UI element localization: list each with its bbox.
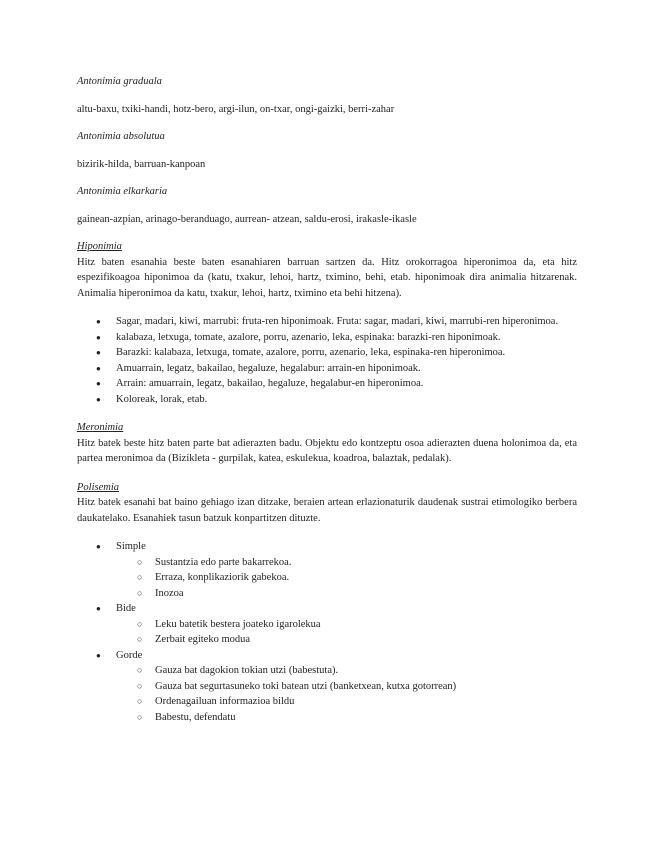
polisemia-word: Simple xyxy=(116,541,146,552)
list-item xyxy=(77,539,577,601)
antonimia-elkarkaria-title: Antonimia elkarkaria xyxy=(77,186,168,197)
sense-item: ○ Zerbait egiteko modua xyxy=(116,632,577,648)
hiponimia-list xyxy=(77,314,577,407)
sense-item: ○ Sustantzia edo parte bakarrekoa. xyxy=(116,555,577,571)
antonimia-elkarkaria-text: gainean-azpian, arinago-beranduago, aurrean- atzean, saldu-erosi, irakasle-ikasle xyxy=(77,213,417,225)
sense-list xyxy=(116,663,577,725)
sense-item: ○ Gauza bat segurtasuneko toki batean utzi (banketxean, kutxa gotorrean) xyxy=(116,679,577,695)
polisemia-list xyxy=(77,539,577,725)
sense-item: ○ Erraza, konplikaziorik gabekoa. xyxy=(116,570,577,586)
list-item: ● Sagar, madari, kiwi, marrubi: fruta-ren hiponimoak. Fruta: sagar, madari, kiwi, marrubi-ren hiperonimoa. xyxy=(77,314,577,330)
polisemia-paragraph: Hitz batek esanahi bat baino gehiago izan ditzake, beraien artean erlazionaturik daudenak sustrai etimologiko berbera daukatelako. Esanahiek tasun batzuk konpartitzen dituzte. xyxy=(77,497,577,524)
sense-item: ○ Inozoa xyxy=(116,586,577,602)
antonimia-graduala-title: Antonimia graduala xyxy=(77,76,162,87)
sense-item: ○ Ordenagailuan informazioa bildu xyxy=(116,694,577,710)
antonimia-graduala-text: altu-baxu, txiki-handi, hotz-bero, argi-ilun, on-txar, ongi-gaizki, berri-zahar xyxy=(77,103,395,115)
list-item: ● Amuarrain, legatz, bakailao, hegaluze, hegalabur: arrain-en hiponimoak. xyxy=(77,361,577,377)
sense-list xyxy=(116,555,577,602)
antonimia-absolutua-text: bizirik-hilda, barruan-kanpoan xyxy=(77,158,206,170)
list-item: ● Koloreak, lorak, etab. xyxy=(77,392,577,408)
meronimia-paragraph: Hitz batek beste hitz baten parte bat adierazten badu. Objektu edo kontzeptu osoa adierazten duena holonimoa da, eta partea meronimoa da (Bizikleta - gurpilak, katea, eskulekua, koadroa, balaztak, pedalak). xyxy=(77,437,577,464)
antonimia-absolutua-title: Antonimia absolutua xyxy=(77,131,165,142)
document-page xyxy=(77,74,577,725)
list-item xyxy=(77,648,577,726)
sense-item: ○ Gauza bat dagokion tokian utzi (babestuta). xyxy=(116,663,577,679)
list-item: ● Barazki: kalabaza, letxuga, tomate, azalore, porru, azenario, leka, espinaka-ren hiperonimoa. xyxy=(77,345,577,361)
hiponimia-paragraph: Hitz baten esanahia beste baten esanahiaren barruan sartzen da. Hitz orokorragoa hiperonimoa da, eta hitz espezifikoagoa hiponimoa da (katu, txakur, lehoi, hartz, tximino, behi, etab. hiponimoak dira animalia hitzarenak. Animalia hiperonimoa da katu, txakur, lehoi, hartz, tximino eta behi hitzena). xyxy=(77,256,577,299)
list-item: ● Arrain: amuarrain, legatz, bakailao, hegaluze, hegalabur-en hiperonimoa. xyxy=(77,376,577,392)
list-item: ● kalabaza, letxuga, tomate, azalore, porru, azenario, leka, espinaka: barazki-ren hiponimoak. xyxy=(77,330,577,346)
sense-item: ○ Leku batetik bestera joateko igarolekua xyxy=(116,617,577,633)
list-item xyxy=(77,601,577,648)
hiponimia-heading: Hiponimia xyxy=(77,241,122,252)
polisemia-word: Bide xyxy=(116,603,136,614)
polisemia-heading: Polisemia xyxy=(77,481,119,493)
sense-item: ○ Babestu, defendatu xyxy=(116,710,577,726)
polisemia-word: Gorde xyxy=(116,649,143,661)
sense-list xyxy=(116,617,577,648)
meronimia-heading: Meronimia xyxy=(77,422,124,433)
